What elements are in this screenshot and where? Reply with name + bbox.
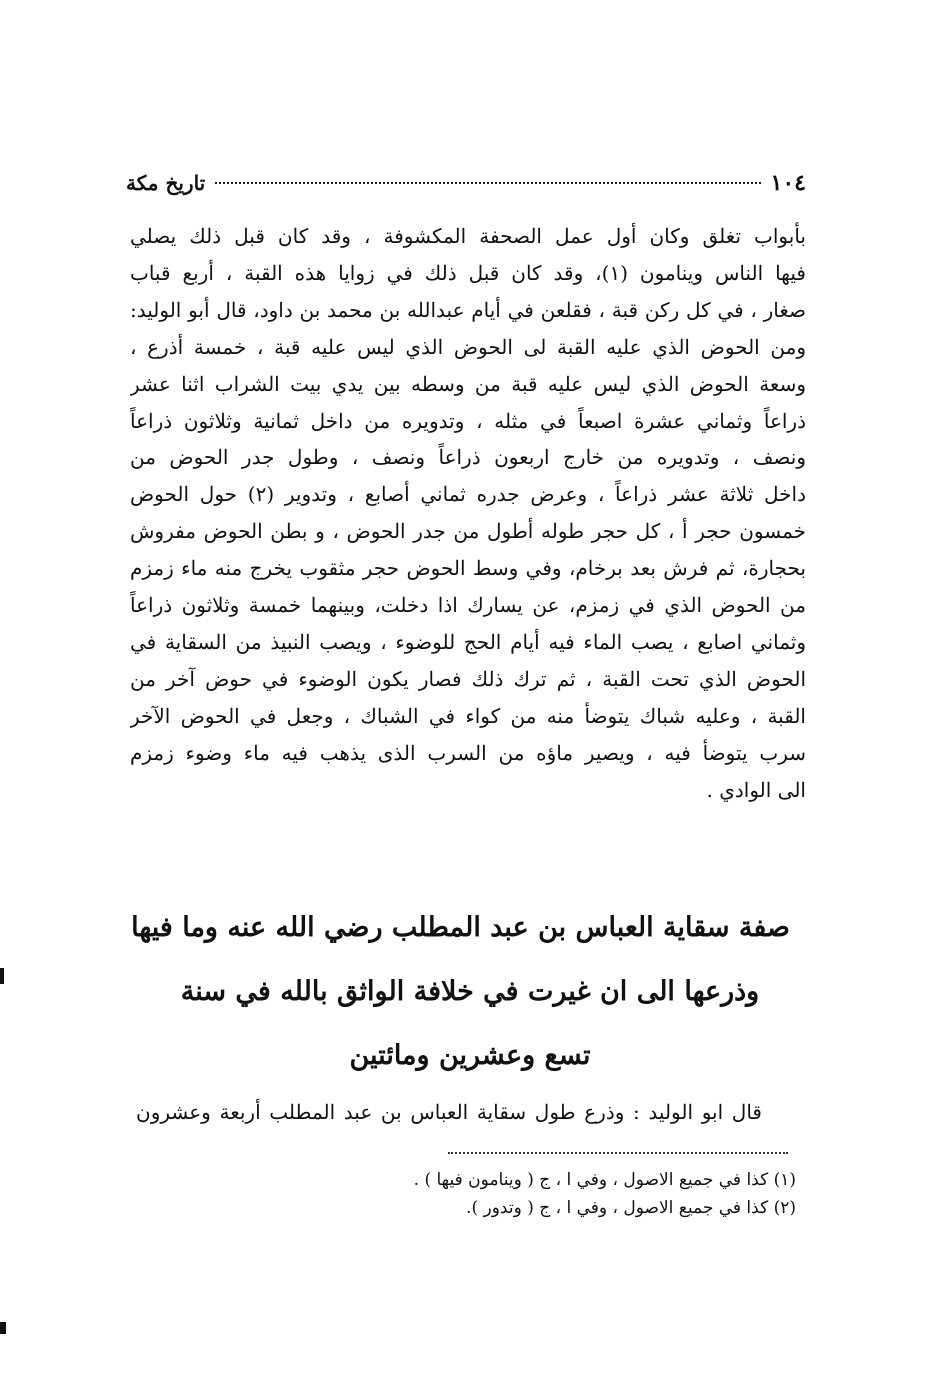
running-title: تاريخ مكة bbox=[126, 171, 206, 195]
body-line: فيها الناس وينامون (١)، وقد كان قبل ذلك في زوايا هذه القبة ، أربع قباب bbox=[130, 260, 806, 285]
footnotes bbox=[300, 1166, 796, 1222]
scan-edge-mark bbox=[0, 968, 4, 984]
body-line: من الحوض الذي في زمزم، عن يسارك اذا دخلت، وبينهما خمسة وثلاثون ذراعاً bbox=[130, 593, 806, 618]
body-line: الى الوادي . bbox=[706, 777, 806, 802]
body-line: ذراعاً وثماني عشرة اصبعاً في مثله ، وتدويره من داخل ثمانية وثلاثون ذراعاً bbox=[130, 408, 806, 433]
body-line: وثماني اصابع ، يصب الماء فيه أيام الحج للوضوء ، ويصب النبيذ من السقاية في bbox=[130, 629, 806, 654]
footnote: (٢) كذا في جميع الاصول ، وفي ا ، ج ( وتدور ). bbox=[466, 1198, 796, 1218]
body-line: ونصف ، وتدويره من خارج اربعون ذراعاً ونصف ، وطول جدر الحوض من bbox=[130, 445, 806, 470]
body-line: صغار ، في كل ركن قبة ، فقلعن في أيام عبدالله بن محمد بن داود، قال أبو الوليد: bbox=[130, 297, 806, 322]
section-heading-line: تسع وعشرين ومائتين bbox=[349, 1040, 591, 1071]
scan-edge-mark bbox=[0, 1322, 6, 1334]
section-heading-line: وذرعها الى ان غيرت في خلافة الواثق بالله في سنة bbox=[180, 976, 760, 1007]
body-paragraph bbox=[130, 218, 806, 809]
section-heading-line: صفة سقاية العباس بن عبد المطلب رضي الله عنه وما فيها bbox=[131, 912, 790, 943]
header-dotted-leader bbox=[215, 182, 760, 184]
body-line: الحوض الذي تحت القبة ، ثم ترك ذلك فصار يكون الوضوء في حوض آخر من bbox=[130, 666, 806, 691]
footnote-separator bbox=[448, 1152, 788, 1154]
body-line: داخل ثلاثة عشر ذراعاً ، وعرض جدره ثماني أصابع ، وتدوير (٢) حول الحوض bbox=[130, 482, 806, 507]
body-line: بأبواب تغلق وكان أول عمل الصحفة المكشوفة ، وقد كان قبل ذلك يصلي bbox=[130, 224, 806, 248]
body-line: وسعة الحوض الذي ليس عليه قبة من وسطه بين يدي بيت الشراب اثنا عشر bbox=[130, 371, 806, 396]
body-line: خمسون حجر أ ، كل حجر طوله أطول من جدر الحوض ، و بطن الحوض مفروش bbox=[130, 519, 806, 544]
footnote: (١) كذا في جميع الاصول ، وفي ا ، ج ( وينامون فيها ) . bbox=[413, 1170, 796, 1190]
section-first-line: قال ابو الوليد : وذرع طول سقاية العباس بن عبد المطلب أربعة وعشرون bbox=[136, 1100, 762, 1124]
body-line: بحجارة، ثم فرش بعد برخام، وفي وسط الحوض حجر مثقوب يخرج منه ماء زمزم bbox=[130, 556, 806, 581]
section-heading bbox=[131, 896, 790, 1088]
body-line: القبة ، وعليه شباك يتوضأ منه من كواء في الشباك ، وجعل في الحوض الآخر bbox=[130, 703, 806, 728]
body-line: سرب يتوضأ فيه ، ويصير ماؤه من السرب الذى يذهب فيه ماء وضوء زمزم bbox=[130, 740, 806, 765]
body-line: ومن الحوض الذي عليه القبة لى الحوض الذي ليس عليه قبة ، خمسة أذرع ، bbox=[130, 334, 806, 359]
running-header bbox=[126, 166, 806, 200]
page-number: ١٠٤ bbox=[770, 170, 806, 196]
